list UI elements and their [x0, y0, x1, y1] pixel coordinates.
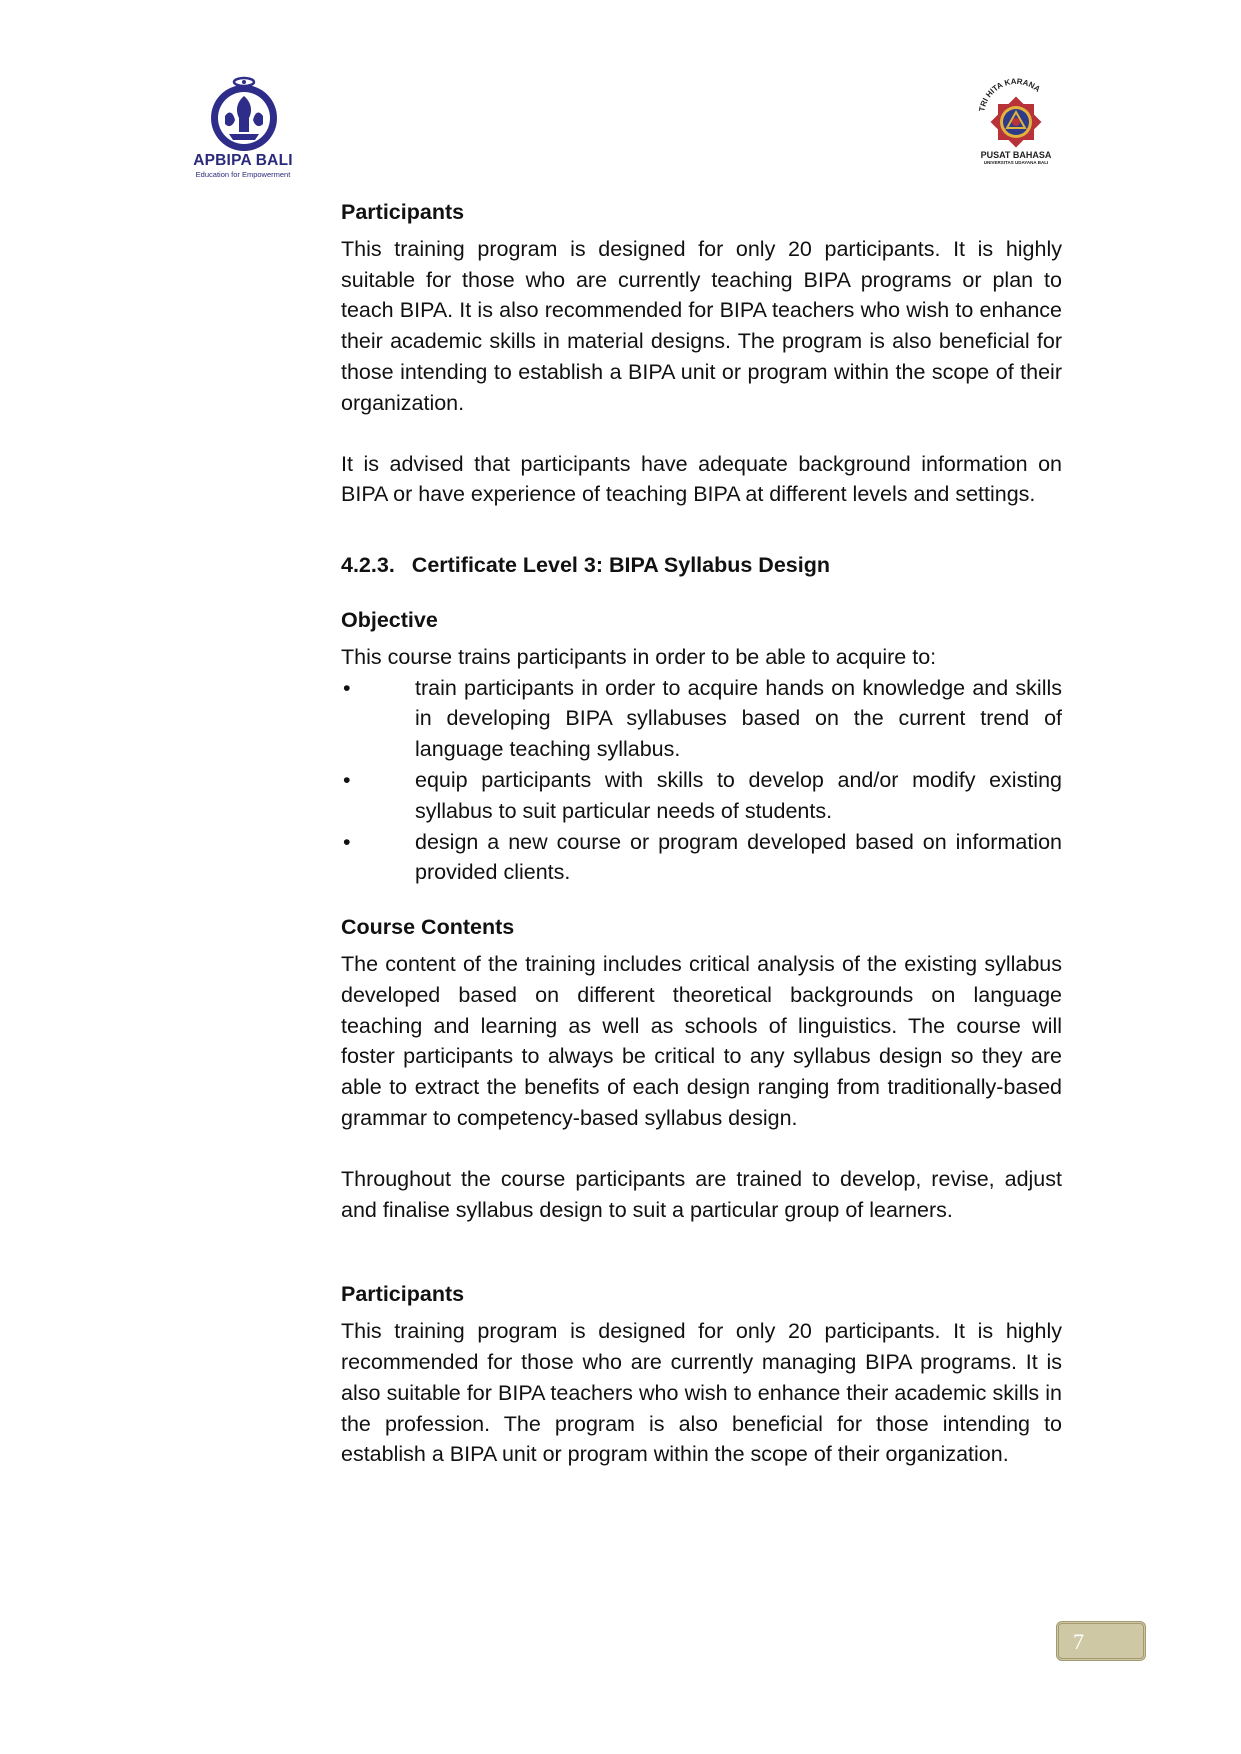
- objective-intro: This course trains participants in order to be able to acquire to:: [341, 644, 937, 669]
- pusat-bahasa-sub: UNIVERSITAS UDAYANA BALI: [983, 160, 1049, 165]
- logo-arc-text: TRI HITA KARANA: [977, 76, 1042, 113]
- bullet-icon: •: [343, 767, 351, 792]
- course-contents-heading: Course Contents: [341, 915, 515, 940]
- list-item: • equip participants with skills to develop and/or modify existing syllabus to suit particular needs of students.: [341, 765, 1062, 827]
- participants-paragraph-1: This training program is designed for only 20 participants. It is highly suitable for those who are currently teaching BIPA programs or plan to teach BIPA. It is also recommended for BIPA teachers who wish to enhance their academic skills in material designs. The program is also beneficial for those intending to establish a BIPA unit or program within the scope of their organization.: [341, 236, 1062, 415]
- section-title: Certificate Level 3: BIPA Syllabus Design: [411, 553, 830, 578]
- participants-2-paragraph: This training program is designed for only 20 participants. It is highly recommended for those who are currently managing BIPA programs. It is also suitable for BIPA teachers who wish to enhance their academic skills in the profession. The program is also beneficial for those intending to establish a BIPA unit or program within the scope of their organization.: [341, 1319, 1062, 1467]
- bullet-icon: •: [343, 829, 351, 854]
- apbipa-logo-name: APBIPA BALI: [193, 152, 293, 169]
- objective-list: [341, 673, 1062, 889]
- section-number: 4.2.3.: [341, 553, 395, 578]
- pusat-bahasa-logo: [970, 76, 1062, 168]
- participants-heading-2: Participants: [341, 1282, 465, 1307]
- page-number: 7: [1073, 1629, 1084, 1654]
- pusat-bahasa-name: PUSAT BAHASA: [980, 150, 1052, 160]
- objective-heading: Objective: [341, 607, 438, 632]
- participants-paragraph-2: It is advised that participants have adequate background information on BIPA or have experience of teaching BIPA at different levels and settings.: [341, 451, 1062, 507]
- section-heading: [341, 550, 1062, 581]
- course-contents-paragraph-2: Throughout the course participants are trained to develop, revise, adjust and finalise syllabus design to suit a particular group of learners.: [341, 1166, 1062, 1222]
- document-body: [341, 197, 1062, 1470]
- page-number-badge: [1056, 1621, 1146, 1661]
- apbipa-bali-logo: [188, 76, 298, 180]
- apbipa-logo-tagline: Education for Empowerment: [195, 170, 291, 179]
- list-item: • design a new course or program developed based on information provided clients.: [341, 827, 1062, 889]
- apbipa-emblem-icon: [209, 76, 279, 154]
- bullet-icon: •: [343, 675, 351, 700]
- tri-hita-karana-emblem-icon: [970, 76, 1062, 150]
- course-contents-paragraph-1: The content of the training includes critical analysis of the existing syllabus developed based on different theoretical backgrounds on language teaching and learning as well as schools of linguistics. The course will foster participants to always be critical to any syllabus design so they are able to extract the benefits of each design ranging from traditionally-based grammar to competency-based syllabus design.: [341, 951, 1062, 1130]
- participants-heading: Participants: [341, 200, 465, 224]
- list-item: • train participants in order to acquire hands on knowledge and skills in developing BIPA syllabuses based on the current trend of language teaching syllabus.: [341, 673, 1062, 765]
